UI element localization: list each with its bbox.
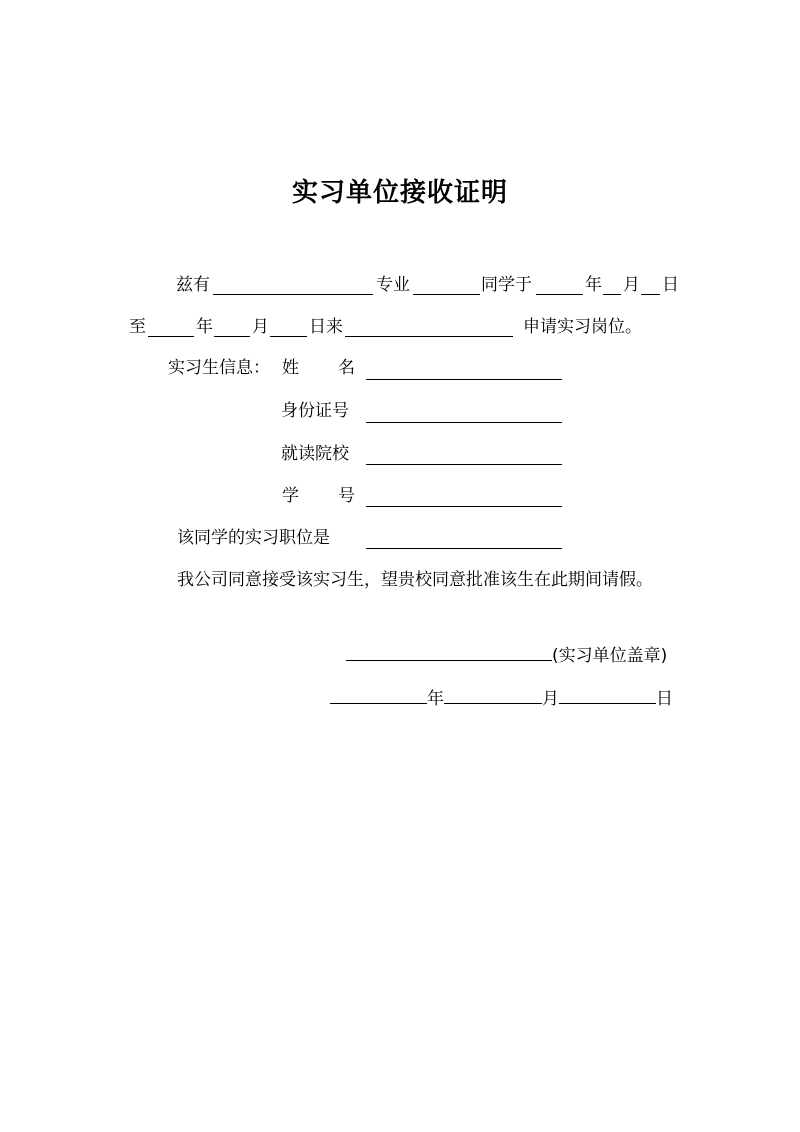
- sign-month-blank[interactable]: [444, 685, 542, 704]
- student-id-label-a: 学: [282, 486, 299, 506]
- id-card-label: 身份证号: [281, 401, 349, 421]
- student-at-label: 同学于: [481, 275, 532, 295]
- name-label-b: 名: [338, 358, 355, 378]
- student-id-label-b: 号: [338, 486, 355, 506]
- end-year-label: 年: [196, 317, 213, 337]
- id-card-field[interactable]: [366, 422, 562, 423]
- seal-line: [346, 642, 667, 667]
- position-label: 该同学的实习职位是: [177, 528, 330, 548]
- name-label-a: 姓: [282, 358, 299, 378]
- company-blank[interactable]: [213, 294, 373, 295]
- info-heading: 实习生信息：: [168, 358, 270, 378]
- department-blank[interactable]: [345, 336, 513, 337]
- name-field[interactable]: [366, 379, 562, 380]
- document-title: 实习单位接收证明: [291, 178, 508, 208]
- end-month-label: 月: [252, 317, 269, 337]
- intro-prefix: 兹有: [176, 275, 210, 295]
- sign-day-blank[interactable]: [559, 685, 656, 704]
- student-id-field[interactable]: [366, 506, 562, 507]
- end-month-blank[interactable]: [214, 336, 250, 337]
- to-label: 至: [129, 317, 146, 337]
- position-field[interactable]: [366, 548, 562, 549]
- sign-year-label: 年: [427, 689, 444, 709]
- apply-text: 申请实习岗位。: [523, 317, 642, 337]
- seal-blank[interactable]: [346, 642, 552, 661]
- school-label: 就读院校: [281, 444, 349, 464]
- start-month-blank[interactable]: [603, 294, 621, 295]
- statement-text: 我公司同意接受该实习生，望贵校同意批准该生在此期间请假。: [177, 570, 653, 590]
- major-blank[interactable]: [413, 294, 480, 295]
- date-line: [330, 685, 673, 710]
- seal-label: (实习单位盖章): [552, 646, 668, 666]
- school-field[interactable]: [366, 464, 562, 465]
- day-come-label: 日来: [309, 317, 343, 337]
- start-year-blank[interactable]: [536, 294, 583, 295]
- sign-day-label: 日: [656, 689, 673, 709]
- end-year-blank[interactable]: [148, 336, 194, 337]
- start-year-label: 年: [585, 275, 602, 295]
- sign-month-label: 月: [542, 689, 559, 709]
- start-day-label: 日: [662, 275, 679, 295]
- sign-year-blank[interactable]: [330, 685, 427, 704]
- start-month-label: 月: [623, 275, 640, 295]
- start-day-blank[interactable]: [641, 294, 660, 295]
- major-label: 专业: [376, 275, 410, 295]
- end-day-blank[interactable]: [270, 336, 307, 337]
